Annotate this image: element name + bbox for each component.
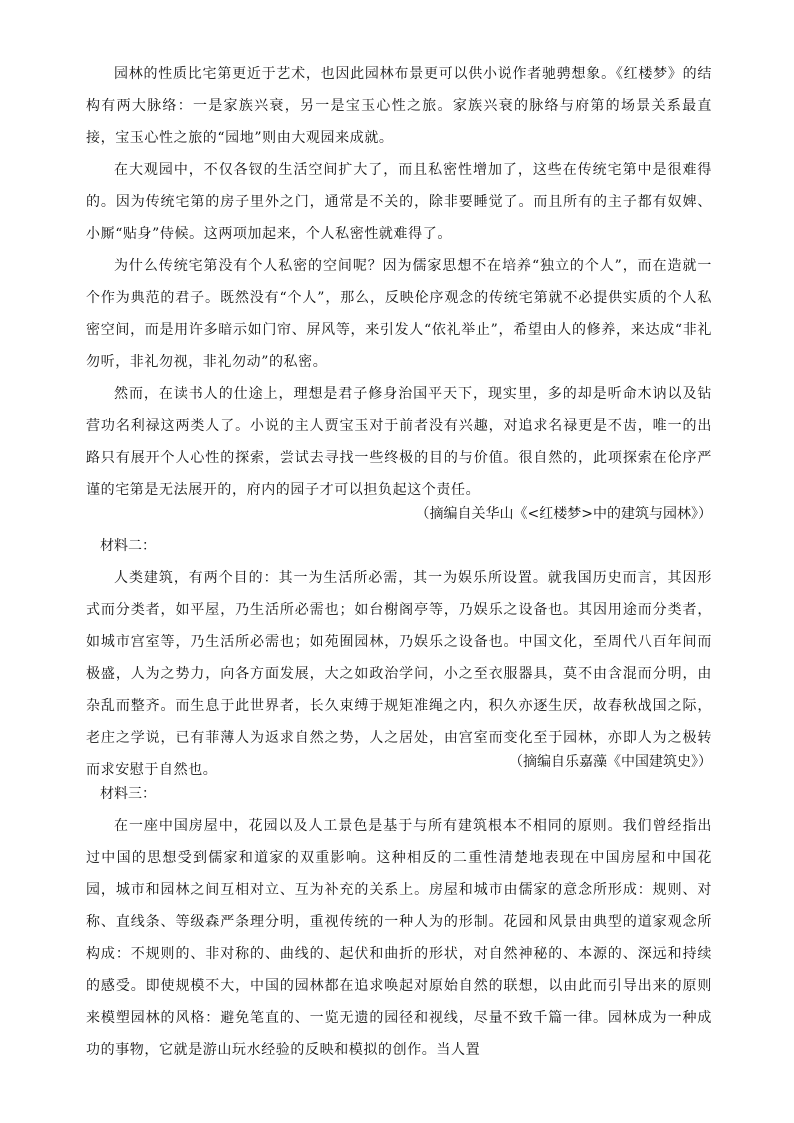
material1-paragraph-3: 为什么传统宅第没有个人私密的空间呢？因为儒家思想不在培养“独立的个人”，而在造就一个作为典范的君子。既然没有“个人”，那么，反映伦序观念的传统宅第就不必提供实质的个人私密空间，而是用许多暗示如门帘、屏风等，来引发人“依礼举止”，希望由人的修养，来达成“非礼勿听，非礼勿视，非礼勿动”的私密。	[86, 258, 712, 370]
material3-label: 材料三：	[100, 786, 156, 802]
material3-paragraph: 在一座中国房屋中，花园以及人工景色是基于与所有建筑根本不相同的原则。我们曾经指出过中国的思想受到儒家和道家的双重影响。这种相反的二重性清楚地表现在中国房屋和中国花园，城市和园林之间互相对立、互为补充的关系上。房屋和城市由儒家的意念所形成：规则、对称、直线条、等级森严条理分明，重视传统的一种人为的形制。花园和风景由典型的道家观念所构成：不规则的、非对称的、曲线的、起伏和曲折的形状，对自然神秘的、本源的、深远和持续的感受。即使规模不大，中国的园林都在追求唤起对原始自然的联想，以由此而引导出来的原则来模塑园林的风格：避免笔直的、一览无遗的园径和视线，尽量不致千篇一律。园林成为一种成功的事物，它就是游山玩水经验的反映和模拟的创作。当人置	[86, 818, 712, 1058]
material1-paragraph-1: 园林的性质比宅第更近于艺术，也因此园林布景更可以供小说作者驰骋想象。《红楼梦》的结构有两大脉络：一是家族兴衰，另一是宝玉心性之旅。家族兴衰的脉络与府第的场景关系最直接，宝玉心性之旅的“园地”则由大观园来成就。	[86, 66, 712, 146]
material1-paragraph-4: 然而，在读书人的仕途上，理想是君子修身治国平天下，现实里，多的却是听命木讷以及钻营功名利禄这两类人了。小说的主人贾宝玉对于前者没有兴趣，对追求名禄更是不齿，唯一的出路只有展开个人心性的探索，尝试去寻找一些终极的目的与价值。很自然的，此项探索在伦序严谨的宅第是无法展开的，府内的园子才可以担负起这个责任。	[86, 386, 712, 498]
material2-source: （摘编自乐嘉藻《中国建筑史》）	[509, 754, 712, 770]
material2-label: 材料二：	[100, 538, 156, 554]
material1-source: （摘编自关华山《<红楼梦>中的建筑与园林》）	[415, 506, 712, 522]
material1-paragraph-2: 在大观园中，不仅各钗的生活空间扩大了，而且私密性增加了，这些在传统宅第中是很难得的。因为传统宅第的房子里外之门，通常是不关的，除非要睡觉了。而且所有的主子都有奴婢、小厮“贴身”侍候。这两项加起来，个人私密性就难得了。	[86, 162, 712, 242]
material2-paragraph: 人类建筑，有两个目的：其一为生活所必需，其一为娱乐所设置。就我国历史而言，其因形式而分类者，如平屋，乃生活所必需也；如台榭阁亭等，乃娱乐之设备也。其因用途而分类者，如城市宫室等，乃生活所必需也；如苑囿园林，乃娱乐之设备也。中国文化，至周代八百年间而极盛，人为之势力，向各方面发展，大之如政治学问，小之至衣服器具，莫不由含混而分明，由杂乱而整齐。而生息于此世界者，长久束缚于规矩准绳之内，积久亦逐生厌，故春秋战国之际，老庄之学说，已有菲薄人为返求自然之势，人之居处，由宫室而变化至于园林，亦即人为之极转而求安慰于自然也。	[86, 570, 712, 778]
